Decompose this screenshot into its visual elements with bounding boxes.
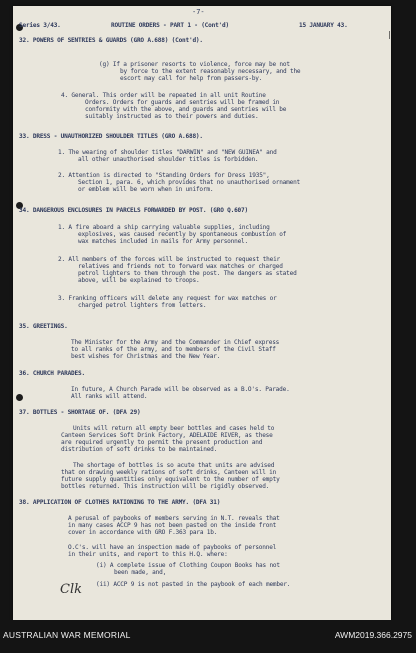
s38-p2-line: O.C's. will have an inspection made of paybooks of personnel — [68, 544, 277, 551]
church-parades-heading: 36. CHURCH PARADES. — [19, 370, 85, 377]
footer-accession: AWM2019.366.2975 — [334, 630, 412, 640]
s33-p1-line: all other unauthorised shoulder titles is forbidden. — [78, 156, 259, 163]
s33-p2-line: 2. Attention is directed to "Standing Orders for Dress 1935", — [58, 172, 270, 179]
church-parades-line: In future, A Church Parade will be observed as a B.O's. Parade. — [71, 386, 290, 393]
s38-ii-line: (ii) ACCP 9 is not pasted in the paybook of each member. — [96, 581, 291, 588]
s38-i-line: been made, and, — [114, 569, 167, 576]
footer-bar — [0, 620, 416, 653]
s32-4-line: 4. General. This order will be repeated in all unit Routine — [61, 92, 266, 99]
s33-p1-line: 1. The wearing of shoulder titles "DARWIN" and "NEW GUINEA" and — [58, 149, 277, 156]
s37-p1-line: Units will return all empty beer bottles and cases held to — [73, 425, 275, 432]
church-parades-line: All ranks will attend. — [71, 393, 148, 400]
s32-4-line: conformity with the above, and guards and sentries will be — [85, 106, 287, 113]
s33-p2-line: Section 1, para. 6, which provides that no unauthorised ornament — [78, 179, 300, 186]
s35-line: to all ranks of the army, and to members of the Civil Staff — [71, 346, 276, 353]
s38-i-line: (i) A complete issue of Clothing Coupon Books has not — [96, 562, 280, 569]
s37-p2-line: The shortage of bottles is so acute that units are advised — [73, 462, 275, 469]
section-35-heading: 35. GREETINGS. — [19, 323, 68, 330]
section-33-heading: 33. DRESS - UNAUTHORIZED SHOULDER TITLES (GRO A.688). — [19, 133, 203, 140]
s38-p1-line: A perusal of paybooks of members serving in N.T. reveals that — [68, 515, 280, 522]
s33-p2-line: or emblem will be worn when in uniform. — [78, 186, 214, 193]
s32-g-line: (g) If a prisoner resorts to violence, force may be not — [99, 61, 290, 68]
s38-p2-line: in their units, and report to this H.Q. where: — [68, 551, 228, 558]
page-number: -7- — [192, 8, 205, 16]
s32-4-line: Orders. Orders for guards and sentries will be framed in — [85, 99, 280, 106]
s32-g-line: by force to the extent reasonably necessary, and the — [120, 68, 301, 75]
s37-p2-line: bottles returned. This instruction will be rigidly observed. — [61, 483, 270, 490]
header-date: 15 JANUARY 43. — [299, 22, 348, 29]
document-page — [13, 6, 391, 620]
s34-p2-line: 2. All members of the forces will be instructed to request their — [58, 256, 280, 263]
s34-p2-line: petrol lighters to them through the post. The dangers as stated — [78, 270, 297, 277]
s35-line: best wishes for Christmas and the New Year. — [71, 353, 221, 360]
footer-institution: AUSTRALIAN WAR MEMORIAL — [3, 630, 131, 640]
header-title: ROUTINE ORDERS - PART 1 - (Cont'd) — [111, 22, 229, 29]
s37-p1-line: are required urgently to permit the present production and — [61, 439, 263, 446]
s37-p1-line: distribution of soft drinks to be maintained. — [61, 446, 218, 453]
handwritten-initials: Clk — [60, 582, 82, 597]
section-38-heading: 38. APPLICATION OF CLOTHES RATIONING TO THE ARMY. (DFA 31) — [19, 499, 221, 506]
s37-p2-line: that on drawing weekly rations of soft drinks, Canteen will in — [61, 469, 277, 476]
s38-p1-line: in many cases ACCP 9 has not been pasted on the inside front — [68, 522, 277, 529]
section-34-heading: 34. DANGEROUS ENCLOSURES IN PARCELS FORWARDED BY POST. (GRO Q.607) — [19, 207, 248, 214]
s34-p2-line: above, will be explained to troops. — [78, 277, 200, 284]
s32-g-line: escort may call for help from passers-by. — [120, 75, 263, 82]
s32-4-line: suitably instructed as to their powers and duties. — [85, 113, 259, 120]
margin-mark: | — [387, 30, 392, 39]
header-series: Series 3/43. — [19, 22, 61, 29]
s34-p2-line: relatives and friends not to forward wax matches or charged — [78, 263, 283, 270]
s34-p1-line: explosives, was caused recently by spontaneous combustion of — [78, 231, 287, 238]
s34-p1-line: 1. A fire aboard a ship carrying valuable supplies, including — [58, 224, 270, 231]
section-37-heading: 37. BOTTLES - SHORTAGE OF. (DFA 29) — [19, 409, 141, 416]
s37-p1-line: Canteen Services Soft Drink Factory, ADELAIDE RIVER, as these — [61, 432, 273, 439]
s34-p1-line: wax matches included in mails for Army personnel. — [78, 238, 248, 245]
section-32-heading: 32. POWERS OF SENTRIES & GUARDS (GRO A.688) (Cont'd). — [19, 37, 203, 44]
s38-p1-line: cover in accordance with GRO F.363 para 1b. — [68, 529, 218, 536]
s35-line: The Minister for the Army and the Commander in Chief express — [71, 339, 280, 346]
punch-hole — [16, 394, 23, 401]
s37-p2-line: future supply quantities only equivalent to the number of empty — [61, 476, 280, 483]
s34-p3-line: charged petrol lighters from letters. — [78, 302, 207, 309]
s34-p3-line: 3. Franking officers will delete any request for wax matches or — [58, 295, 277, 302]
